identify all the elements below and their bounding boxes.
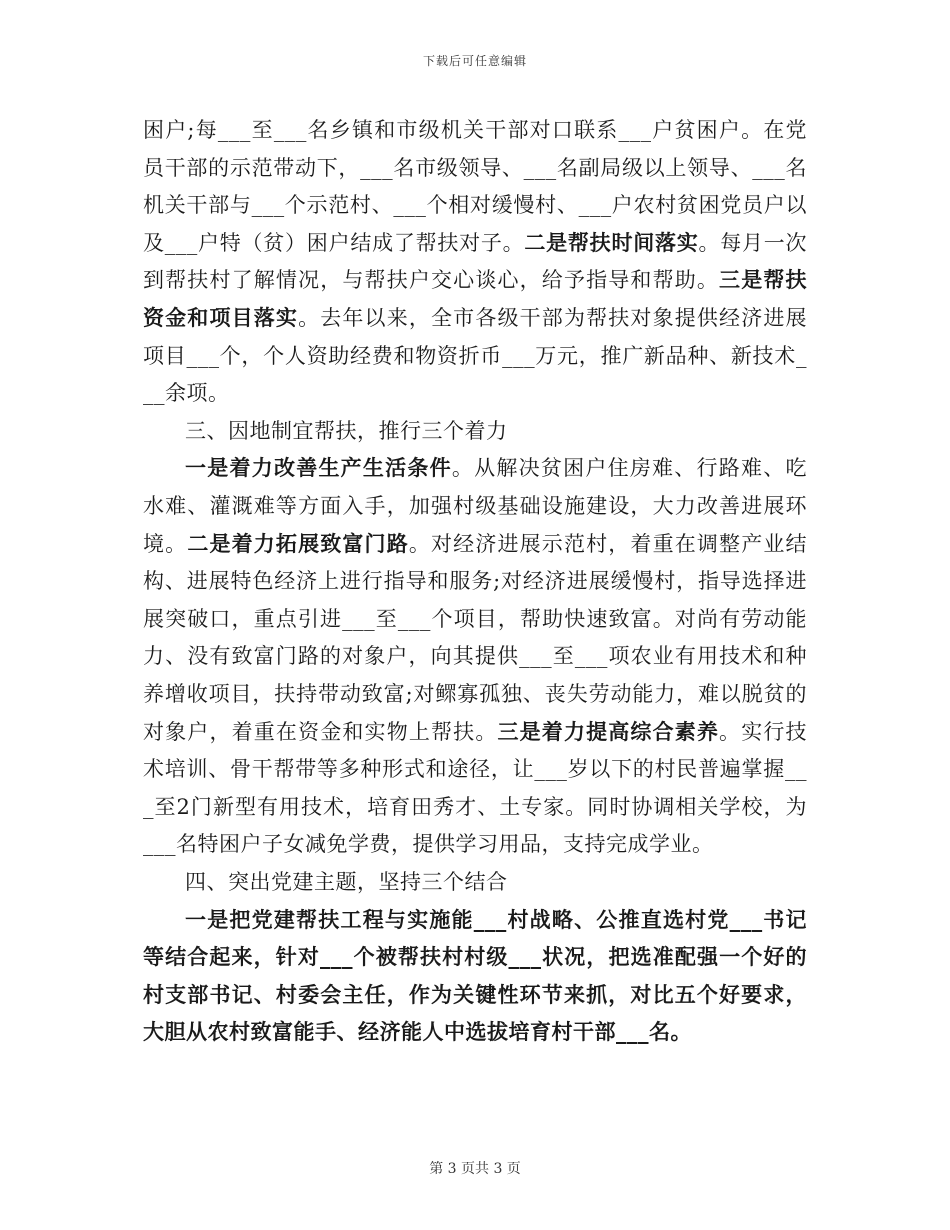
text-line xyxy=(143,750,807,788)
text-segment: 术培训、骨干帮带等多种形式和途径，让___岁以下的村民普遍掌握__ xyxy=(143,757,807,782)
text-line xyxy=(143,675,807,713)
bold-phrase: 资金和项目落实 xyxy=(143,305,299,330)
text-segment: _至2门新型有用技术，培育田秀才、土专家。同时协调相关学校，为 xyxy=(143,794,807,819)
text-segment: 力、没有致富门路的对象户，向其提供___至___项农业有用技术和种 xyxy=(143,644,807,669)
text-line xyxy=(143,487,807,525)
text-line xyxy=(143,337,807,375)
text-line xyxy=(143,825,807,863)
text-segment: 。实行技 xyxy=(719,719,807,744)
text-segment: 困户;每___至___名乡镇和市级机关干部对口联系___户贫困户。在党 xyxy=(143,118,807,142)
bold-phrase: 二是帮扶时间落实 xyxy=(524,229,699,255)
text-segment: 养增收项目，扶持带动致富;对鳏寡孤独、丧失劳动能力，难以脱贫的 xyxy=(143,682,807,706)
bold-phrase: 一是把党建帮扶工程与实施能___村战略、公推直选村党___书记 xyxy=(185,906,807,932)
text-line xyxy=(143,186,807,224)
bold-phrase: 三是帮扶 xyxy=(719,267,807,293)
text-segment: 展突破口，重点引进___至___个项目，帮助快速致富。对尚有劳动能 xyxy=(143,606,807,631)
text-line xyxy=(143,111,807,149)
text-segment: 三、因地制宜帮扶，推行三个着力 xyxy=(185,418,508,443)
text-line xyxy=(185,901,807,939)
text-segment: 机关干部与___个示范村、___个相对缓慢村、___户农村贫困党员户以 xyxy=(143,193,807,218)
text-line xyxy=(143,637,807,675)
bold-phrase: 三是着力提高综合素养 xyxy=(497,718,720,744)
text-line xyxy=(143,374,807,412)
text-line xyxy=(143,525,807,563)
text-line xyxy=(143,1013,807,1051)
text-segment: 。去年以来，全市各级干部为帮扶对象提供经济进展 xyxy=(298,306,807,330)
bold-phrase: 二是着力拓展致富门路 xyxy=(187,530,409,556)
page-footer: 第 3 页共 3 页 xyxy=(429,1161,521,1177)
bold-phrase: 一是着力改善生产生活条件 xyxy=(185,455,452,481)
text-segment: 员干部的示范带动下，___名市级领导、___名副局级以上领导、___名 xyxy=(143,155,807,180)
text-segment: 。从解决贫困户住房难、行路难、吃 xyxy=(451,456,807,481)
text-segment: 到帮扶村了解情况，与帮扶户交心谈心，给予指导和帮助。 xyxy=(143,268,720,293)
text-segment: ___名特困户子女减免学费，提供学习用品，支持完成学业。 xyxy=(143,832,714,857)
text-line xyxy=(185,449,807,487)
text-segment: 境。 xyxy=(143,531,188,556)
text-line xyxy=(143,938,807,976)
text-segment: 四、突出党建主题，坚持三个结合 xyxy=(185,870,508,894)
text-segment: 及___户特（贫）困户结成了帮扶对子。 xyxy=(143,230,525,255)
text-line xyxy=(143,149,807,187)
text-line xyxy=(143,713,807,751)
text-segment: 。对经济进展示范村，着重在调整产业结 xyxy=(408,531,807,556)
text-line xyxy=(143,299,807,337)
text-line xyxy=(143,600,807,638)
text-line xyxy=(143,562,807,600)
text-segment: 。每月一次 xyxy=(698,230,807,255)
text-segment: __余项。 xyxy=(143,381,230,406)
text-line xyxy=(143,224,807,262)
text-line xyxy=(143,261,807,299)
bold-phrase: 等结合起来，针对___个被帮扶村村级___状况，把选准配强一个好的 xyxy=(143,944,807,970)
page-header: 下载后可任意编辑 xyxy=(422,54,527,68)
text-segment: 对象户，着重在资金和实物上帮扶。 xyxy=(143,719,498,744)
section-heading xyxy=(185,412,807,450)
text-segment: 项目___个，个人资助经费和物资折币___万元，推广新品种、新技术_ xyxy=(143,343,807,368)
text-segment: 构、进展特色经济上进行指导和服务;对经济进展缓慢村，指导选择进 xyxy=(143,569,807,594)
text-line xyxy=(143,788,807,826)
text-segment: 水难、灌溉难等方面入手，加强村级基础设施建设，大力改善进展环 xyxy=(143,494,807,518)
bold-phrase: 村支部书记、村委会主任，作为关键性环节来抓，对比五个好要求， xyxy=(143,981,807,1007)
text-line xyxy=(143,976,807,1014)
bold-phrase: 大胆从农村致富能手、经济能人中选拔培育村干部___名。 xyxy=(143,1019,692,1045)
section-heading xyxy=(185,863,807,901)
